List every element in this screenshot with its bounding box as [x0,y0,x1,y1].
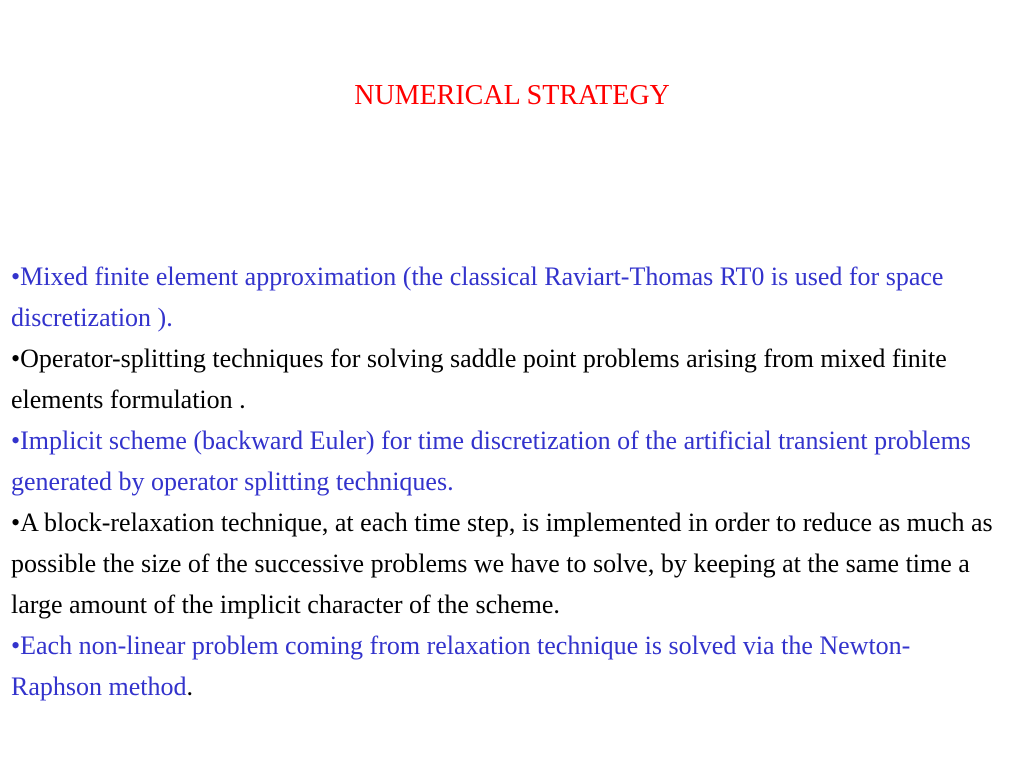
bullet-text: A block-relaxation technique, at each time step, is implemented in order to reduce as much as possible the size of the successive problems we have to solve, by keeping at the same time a large amount of the implicit character of the scheme. [11,508,993,619]
bullet-text: Each non-linear problem coming from relaxation technique is solved via the Newton-Raphson method [11,631,911,701]
bullet-item-newton-raphson [11,625,1001,707]
bullet-item-implicit-scheme [11,420,1001,502]
bullet-symbol: • [11,508,21,537]
bullet-item-mixed-finite-element [11,256,1001,338]
bullet-symbol: • [11,426,21,455]
bullet-text: Operator-splitting techniques for solving saddle point problems arising from mixed finite elements formulation . [11,344,947,414]
bullet-symbol: • [11,262,21,291]
bullet-item-block-relaxation [11,502,1001,625]
bullet-item-operator-splitting [11,338,1001,420]
bullet-list [11,256,1001,707]
bullet-trailing-period: . [186,672,193,701]
bullet-text: Mixed finite element approximation (the classical Raviart-Thomas RT0 is used for space discretization ). [11,262,944,332]
bullet-symbol: • [11,631,21,660]
bullet-symbol: • [11,344,21,373]
bullet-text: Implicit scheme (backward Euler) for time discretization of the artificial transient problems generated by operator splitting techniques. [11,426,971,496]
slide-title: NUMERICAL STRATEGY [354,80,670,111]
